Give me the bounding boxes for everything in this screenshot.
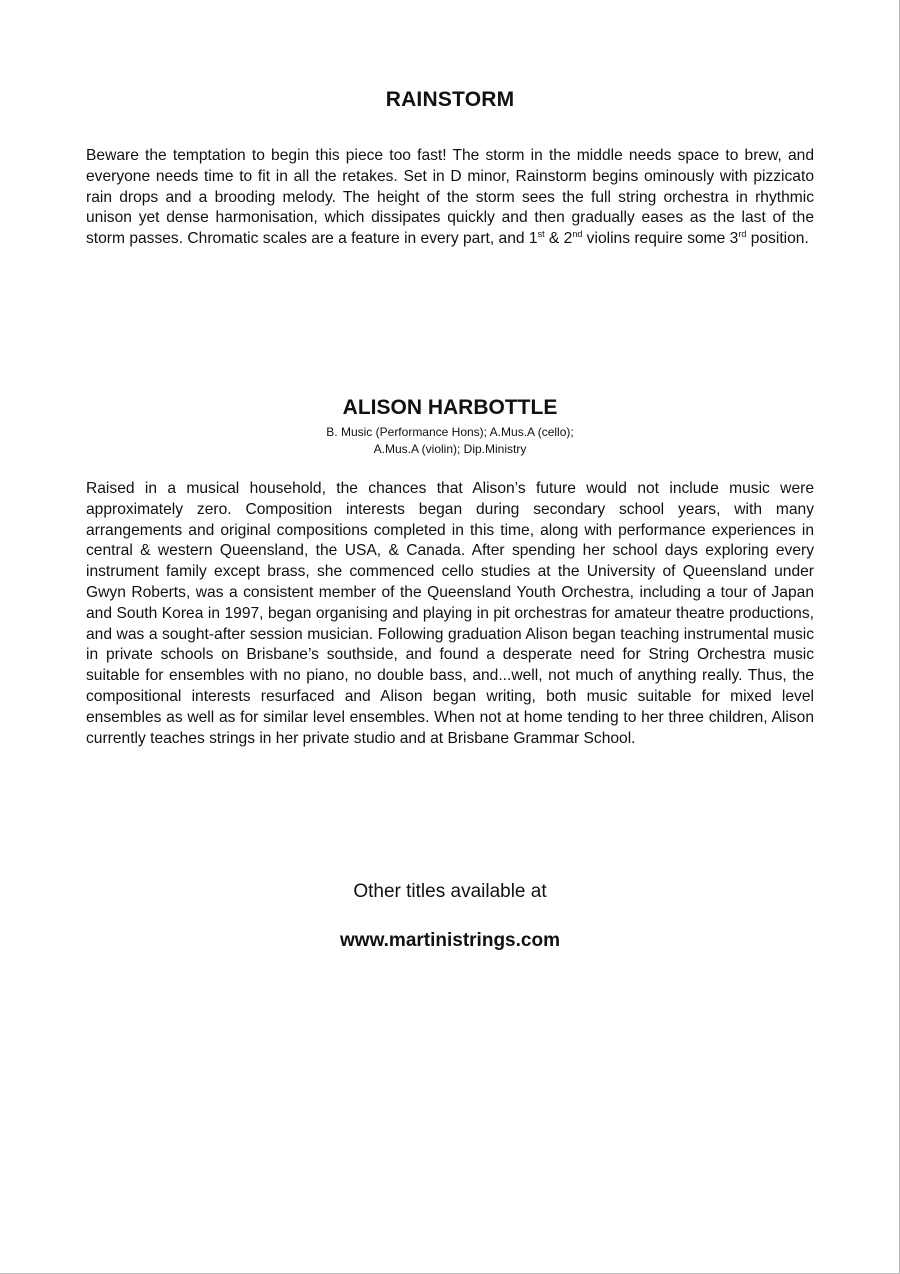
description-text: position. [746,230,809,248]
superscript-rd: rd [738,229,747,239]
description-text: Beware the temptation to begin this piece too fast! The storm in the middle needs space to brew, and everyone needs time to fit in all the retakes. Set in D minor, Rainstorm begins ominously with pizzicato rain drops and a brooding melody. The height of the storm sees the full string orchestra in rhythmic unison yet dense harmonisation, which dissipates quickly and then gradually eases as the last of the storm passes. Chromatic scales are a feature in every part, and 1 [86,147,814,248]
composer-credentials-line-1: B. Music (Performance Hons); A.Mus.A (cello); [326,425,574,439]
superscript-st: st [537,229,545,239]
composer-name: ALISON HARBOTTLE [342,396,558,419]
description-text: violins require some 3 [582,230,739,248]
composer-credentials-line-2: A.Mus.A (violin); Dip.Ministry [373,442,527,456]
piece-description [86,146,814,250]
footer-other-titles: Other titles available at [353,881,547,902]
description-text: & 2 [544,230,573,248]
superscript-nd: nd [572,229,583,239]
piece-title: RAINSTORM [385,88,515,111]
composer-biography: Raised in a musical household, the chances that Alison’s future would not include music were approximately zero. Composition interests began during secondary school years, with many arrangements and original compositions completed in this time, along with performance experiences in central & western Queensland, the USA, & Canada. After spending her school days exploring every instrument family except brass, she commenced cello studies at the University of Queensland under Gwyn Roberts, was a consistent member of the Queensland Youth Orchestra, including a tour of Japan and South Korea in 1997, began organising and playing in pit orchestras for amateur theatre productions, and was a sought-after session musician. Following graduation Alison began teaching instrumental music in private schools on Brisbane’s southside, and found a desperate need for String Orchestra music suitable for ensembles with no piano, no double bass, and...well, not much of anything really. Thus, the compositional interests resurfaced and Alison began writing, both music suitable for mixed level ensembles as well as for similar level ensembles. When not at home tending to her three children, Alison currently teaches strings in her private studio and at Brisbane Grammar School. [86,480,814,747]
footer-website-link[interactable]: www.martinistrings.com [340,930,560,951]
